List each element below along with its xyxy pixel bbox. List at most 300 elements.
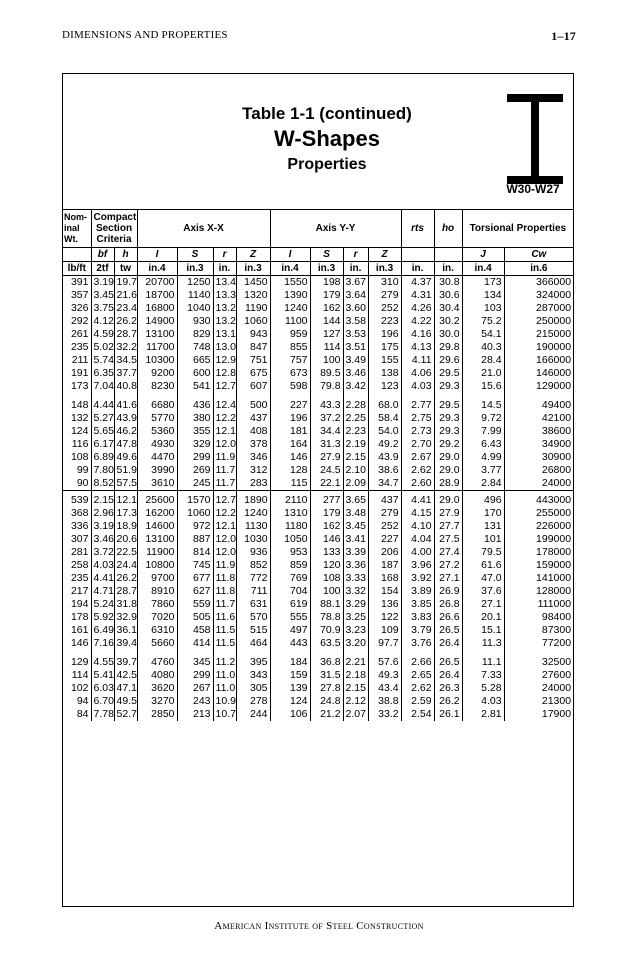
table-cell: 11.7 xyxy=(213,477,236,491)
table-cell: 953 xyxy=(270,546,310,559)
table-cell: 30.6 xyxy=(434,289,462,302)
table-cell: 155 xyxy=(368,354,401,367)
table-cell: 391 xyxy=(70,276,89,288)
table-cell: 47.8 xyxy=(114,438,137,451)
table-cell: 3.32 xyxy=(343,585,368,598)
table-cell: 1190 xyxy=(236,302,270,315)
symbol-header-cell xyxy=(401,248,434,262)
table-cell: 16800 xyxy=(137,302,177,315)
table-cell: 18.9 xyxy=(114,520,137,533)
table-cell: 26.6 xyxy=(434,611,462,624)
table-cell: 7.99 xyxy=(462,425,504,438)
table-cell: 3.23 xyxy=(343,624,368,637)
table-cell: 15.1 xyxy=(462,624,504,637)
table-row xyxy=(63,289,573,302)
table-cell: 38.8 xyxy=(368,695,401,708)
table-cell: 269 xyxy=(177,464,213,477)
unit-header-cell: lb/ft xyxy=(63,262,91,276)
table-row xyxy=(63,708,573,721)
table-cell: 2.75 xyxy=(401,412,434,425)
table-cell: 21300 xyxy=(504,695,573,708)
table-cell: 346 xyxy=(236,451,270,464)
table-cell: 2.62 xyxy=(401,682,434,695)
table-row xyxy=(63,315,573,328)
table-cell: 4470 xyxy=(137,451,177,464)
table-cell: 12.7 xyxy=(213,491,236,508)
table-cell: 32500 xyxy=(504,650,573,669)
table-cell: 148 xyxy=(70,399,89,411)
table-cell: 15.6 xyxy=(462,380,504,393)
table-cell: 673 xyxy=(270,367,310,380)
table-cell: 847 xyxy=(236,341,270,354)
table-cell: 49.2 xyxy=(368,438,401,451)
table-cell: 122 xyxy=(368,611,401,624)
table-cell: 2.62 xyxy=(401,464,434,477)
table-cell: 3.41 xyxy=(343,533,368,546)
table-cell: 136 xyxy=(368,598,401,611)
section-title: DIMENSIONS AND PROPERTIES xyxy=(62,29,228,41)
table-cell: 2.84 xyxy=(462,477,504,491)
table-cell: 146000 xyxy=(504,367,573,380)
table-cell: 2.15 xyxy=(91,491,114,508)
table-cell: 395 xyxy=(236,650,270,669)
table-cell: 146 xyxy=(270,451,310,464)
table-cell: 29.0 xyxy=(434,464,462,477)
table-cell: 366000 xyxy=(504,276,573,290)
table-cell: 1060 xyxy=(177,507,213,520)
table-cell: 887 xyxy=(177,533,213,546)
table-cell: 3.92 xyxy=(401,572,434,585)
table-cell: 299 xyxy=(177,451,213,464)
table-cell: 496 xyxy=(462,491,504,508)
table-cell: 58.4 xyxy=(368,412,401,425)
table-cell: 299 xyxy=(177,669,213,682)
symbol-header-row xyxy=(63,248,573,262)
table-cell: 26.5 xyxy=(434,624,462,637)
torsional-header: Torsional Properties xyxy=(462,210,573,248)
table-cell: 4.99 xyxy=(462,451,504,464)
table-cell: 42100 xyxy=(504,412,573,425)
table-cell: 3.46 xyxy=(91,533,114,546)
table-cell: 255000 xyxy=(504,507,573,520)
table-cell: 198 xyxy=(310,276,343,290)
table-cell: 277 xyxy=(310,491,343,508)
table-cell: 184 xyxy=(270,650,310,669)
table-cell: 555 xyxy=(270,611,310,624)
table-cell: 745 xyxy=(177,559,213,572)
table-title: W-Shapes xyxy=(274,126,380,151)
table-cell: 27.9 xyxy=(434,507,462,520)
table-row xyxy=(63,438,573,451)
table-cell: 11.7 xyxy=(213,464,236,477)
table-cell: 13.2 xyxy=(213,302,236,315)
table-cell: 539 xyxy=(63,491,91,508)
table-cell: 29.5 xyxy=(434,367,462,380)
table-cell: 10.9 xyxy=(213,695,236,708)
table-row xyxy=(63,624,573,637)
table-cell: 29.2 xyxy=(434,438,462,451)
unit-header-row xyxy=(63,262,573,276)
table-cell: 6.89 xyxy=(91,451,114,464)
table-cell: 98400 xyxy=(504,611,573,624)
table-cell: 27.8 xyxy=(310,682,343,695)
table-cell: 757 xyxy=(270,354,310,367)
table-cell: 12.7 xyxy=(213,380,236,393)
table-cell: 3.64 xyxy=(343,289,368,302)
table-cell: 31.3 xyxy=(310,438,343,451)
table-row xyxy=(63,546,573,559)
table-cell: 27.1 xyxy=(462,598,504,611)
nominal-wt-header: Nom-inal Wt. xyxy=(63,210,91,248)
table-cell: 4.03 xyxy=(462,695,504,708)
table-cell: 3.76 xyxy=(401,637,434,650)
unit-header-cell: in. xyxy=(401,262,434,276)
table-cell: 245 xyxy=(177,477,213,491)
table-cell: 26.9 xyxy=(434,585,462,598)
table-cell: 3270 xyxy=(137,695,177,708)
table-cell: 19.7 xyxy=(114,276,137,290)
table-cell: 443000 xyxy=(504,491,573,508)
table-row xyxy=(63,491,573,508)
table-row xyxy=(63,585,573,598)
table-cell: 17900 xyxy=(504,708,573,721)
table-cell: 37.7 xyxy=(114,367,137,380)
table-cell: 1570 xyxy=(177,491,213,508)
table-cell: 179 xyxy=(310,289,343,302)
table-cell: 3.96 xyxy=(401,559,434,572)
table-cell: 13100 xyxy=(137,328,177,341)
table-cell: 4760 xyxy=(137,650,177,669)
table-cell: 12.2 xyxy=(213,507,236,520)
table-row xyxy=(63,695,573,708)
table-cell: 54.1 xyxy=(462,328,504,341)
table-cell: 31.8 xyxy=(114,598,137,611)
table-row xyxy=(63,533,573,546)
rts-header: rts xyxy=(401,210,434,248)
table-cell: 3.45 xyxy=(91,289,114,302)
table-cell: 2.65 xyxy=(401,669,434,682)
table-cell: 226000 xyxy=(504,520,573,533)
table-cell: 11.9 xyxy=(213,559,236,572)
table-cell: 68.0 xyxy=(368,393,401,412)
table-cell: 12.0 xyxy=(213,438,236,451)
table-cell: 278 xyxy=(236,695,270,708)
table-cell: 11.7 xyxy=(213,598,236,611)
table-cell: 2.77 xyxy=(401,393,434,412)
table-subtitle: Properties xyxy=(287,156,367,173)
table-cell: 18700 xyxy=(137,289,177,302)
table-cell: 78.8 xyxy=(310,611,343,624)
table-cell: 27.1 xyxy=(434,572,462,585)
table-cell: 109 xyxy=(368,624,401,637)
table-cell: 168 xyxy=(368,572,401,585)
unit-header-cell: in. xyxy=(213,262,236,276)
table-cell: 443 xyxy=(270,637,310,650)
table-cell: 4.03 xyxy=(91,559,114,572)
properties-table xyxy=(63,209,573,721)
table-cell: 972 xyxy=(177,520,213,533)
table-cell: 408 xyxy=(236,425,270,438)
table-cell: 5.28 xyxy=(462,682,504,695)
table-cell: 2.81 xyxy=(462,708,504,721)
table-row xyxy=(63,507,573,520)
table-cell: 6.35 xyxy=(91,367,114,380)
table-cell: 414 xyxy=(177,637,213,650)
table-cell: 26.4 xyxy=(434,669,462,682)
table-cell: 3.39 xyxy=(343,546,368,559)
table-cell: 30.4 xyxy=(434,302,462,315)
table-cell: 123 xyxy=(368,380,401,393)
table-cell: 3.19 xyxy=(91,276,114,290)
table-cell: 261 xyxy=(70,328,89,340)
table-cell: 2.54 xyxy=(401,708,434,721)
table-cell: 3.89 xyxy=(401,585,434,598)
table-cell: 37.2 xyxy=(310,412,343,425)
table-cell: 305 xyxy=(236,682,270,695)
table-cell: 17.3 xyxy=(114,507,137,520)
table-cell: 829 xyxy=(177,328,213,341)
table-cell: 196 xyxy=(368,328,401,341)
table-cell: 380 xyxy=(177,412,213,425)
table-cell: 43.4 xyxy=(368,682,401,695)
table-cell: 378 xyxy=(236,438,270,451)
table-cell: 57.5 xyxy=(114,477,137,491)
table-cell: 178 xyxy=(70,611,89,623)
table-cell: 139 xyxy=(270,682,310,695)
table-cell: 30.0 xyxy=(434,328,462,341)
table-cell: 26.5 xyxy=(434,650,462,669)
table-cell: 42.5 xyxy=(114,669,137,682)
table-cell: 4.15 xyxy=(401,507,434,520)
table-cell: 3990 xyxy=(137,464,177,477)
table-cell: 206 xyxy=(368,546,401,559)
table-cell: 32.2 xyxy=(114,341,137,354)
table-cell: 24.4 xyxy=(114,559,137,572)
unit-header-cell: in.4 xyxy=(270,262,310,276)
table-cell: 128 xyxy=(270,464,310,477)
table-cell: 39.4 xyxy=(114,637,137,650)
table-cell: 26.1 xyxy=(434,708,462,721)
table-cell: 3620 xyxy=(137,682,177,695)
table-cell: 166000 xyxy=(504,354,573,367)
table-cell: 3.19 xyxy=(91,520,114,533)
unit-header-cell: in. xyxy=(434,262,462,276)
table-cell: 497 xyxy=(270,624,310,637)
table-cell: 357 xyxy=(70,289,89,301)
symbol-header-cell: S xyxy=(177,248,213,262)
table-row xyxy=(63,559,573,572)
table-cell: 111000 xyxy=(504,598,573,611)
table-cell: 2.28 xyxy=(343,393,368,412)
table-row xyxy=(63,412,573,425)
table-cell: 43.9 xyxy=(368,451,401,464)
table-cell: 6310 xyxy=(137,624,177,637)
table-cell: 2.70 xyxy=(401,438,434,451)
table-cell: 1320 xyxy=(236,289,270,302)
table-cell: 307 xyxy=(70,533,89,545)
table-cell: 355 xyxy=(177,425,213,438)
table-cell: 26.2 xyxy=(434,695,462,708)
table-cell: 2110 xyxy=(270,491,310,508)
table-cell: 8.52 xyxy=(91,477,114,491)
symbol-header-cell: Cw xyxy=(504,248,573,262)
table-cell: 312 xyxy=(236,464,270,477)
table-cell: 29.0 xyxy=(434,491,462,508)
table-cell: 131 xyxy=(462,520,504,533)
table-cell: 57.6 xyxy=(368,650,401,669)
table-cell: 70.9 xyxy=(310,624,343,637)
table-cell: 89.5 xyxy=(310,367,343,380)
table-cell: 2.96 xyxy=(91,507,114,520)
table-cell: 607 xyxy=(236,380,270,393)
table-cell: 3.42 xyxy=(343,380,368,393)
table-cell: 11.0 xyxy=(213,669,236,682)
table-cell: 852 xyxy=(236,559,270,572)
table-cell: 5.92 xyxy=(91,611,114,624)
table-cell: 36.1 xyxy=(114,624,137,637)
symbol-header-cell: r xyxy=(213,248,236,262)
table-cell: 11.2 xyxy=(213,650,236,669)
unit-header-cell: in.3 xyxy=(368,262,401,276)
table-cell: 11.3 xyxy=(462,637,504,650)
table-cell: 2.23 xyxy=(343,425,368,438)
table-cell: 32.9 xyxy=(114,611,137,624)
table-cell: 134 xyxy=(462,289,504,302)
table-cell: 665 xyxy=(177,354,213,367)
table-cell: 4.06 xyxy=(401,367,434,380)
table-cell: 244 xyxy=(236,708,270,721)
table-cell: 5.24 xyxy=(91,598,114,611)
table-cell: 14900 xyxy=(137,315,177,328)
table-cell: 37.6 xyxy=(462,585,504,598)
symbol-header-cell: h xyxy=(114,248,137,262)
table-row xyxy=(63,354,573,367)
table-cell: 52.7 xyxy=(114,708,137,721)
table-cell: 4.37 xyxy=(401,276,434,290)
table-cell: 20700 xyxy=(137,276,177,290)
unit-header-cell: in.6 xyxy=(504,262,573,276)
table-cell: 3.49 xyxy=(343,354,368,367)
table-cell: 13.4 xyxy=(213,276,236,290)
table-cell: 115 xyxy=(270,477,310,491)
table-cell: 14600 xyxy=(137,520,177,533)
table-cell: 11700 xyxy=(137,341,177,354)
table-cell: 3.20 xyxy=(343,637,368,650)
table-cell: 34.7 xyxy=(368,477,401,491)
table-cell: 4080 xyxy=(137,669,177,682)
table-row xyxy=(63,302,573,315)
table-cell: 97.7 xyxy=(368,637,401,650)
table-cell: 368 xyxy=(70,507,89,519)
table-cell: 4.41 xyxy=(91,572,114,585)
table-cell: 243 xyxy=(177,695,213,708)
table-cell: 4.10 xyxy=(401,520,434,533)
table-cell: 179 xyxy=(310,507,343,520)
table-cell: 235 xyxy=(70,572,89,584)
table-cell: 281 xyxy=(70,546,89,558)
table-cell: 711 xyxy=(236,585,270,598)
table-cell: 252 xyxy=(368,302,401,315)
table-cell: 103 xyxy=(462,302,504,315)
table-cell: 101 xyxy=(462,533,504,546)
table-cell: 343 xyxy=(236,669,270,682)
table-cell: 1240 xyxy=(270,302,310,315)
table-cell: 170 xyxy=(462,507,504,520)
table-cell: 25600 xyxy=(137,491,177,508)
table-cell: 11.5 xyxy=(213,637,236,650)
table-cell: 10800 xyxy=(137,559,177,572)
table-cell: 127 xyxy=(310,328,343,341)
table-cell: 437 xyxy=(236,412,270,425)
table-cell: 2.73 xyxy=(401,425,434,438)
table-caption: Table 1-1 (continued) xyxy=(242,104,412,123)
table-cell: 6.03 xyxy=(91,682,114,695)
table-cell: 46.2 xyxy=(114,425,137,438)
table-cell: 211 xyxy=(71,354,89,366)
table-cell: 1240 xyxy=(236,507,270,520)
symbol-header-cell xyxy=(434,248,462,262)
table-cell: 28.7 xyxy=(114,328,137,341)
table-cell: 2.66 xyxy=(401,650,434,669)
table-cell: 138 xyxy=(368,367,401,380)
table-cell: 10300 xyxy=(137,354,177,367)
table-cell: 12.1 xyxy=(213,520,236,533)
table-cell: 38.6 xyxy=(368,464,401,477)
table-cell: 7.04 xyxy=(91,380,114,393)
table-cell: 11.0 xyxy=(213,682,236,695)
table-cell: 515 xyxy=(236,624,270,637)
table-cell: 675 xyxy=(236,367,270,380)
table-cell: 4.44 xyxy=(91,393,114,412)
table-cell: 13.2 xyxy=(213,315,236,328)
table-cell: 144 xyxy=(310,315,343,328)
table-cell: 9.72 xyxy=(462,412,504,425)
table-cell: 3.75 xyxy=(91,302,114,315)
table-cell: 21.0 xyxy=(462,367,504,380)
table-cell: 6.70 xyxy=(91,695,114,708)
symbol-header-cell: J xyxy=(462,248,504,262)
table-cell: 4.26 xyxy=(401,302,434,315)
table-cell: 12.0 xyxy=(213,533,236,546)
table-cell: 769 xyxy=(270,572,310,585)
table-cell: 2.15 xyxy=(343,451,368,464)
table-cell: 191 xyxy=(70,367,89,379)
table-cell: 213 xyxy=(177,708,213,721)
table-cell: 36.8 xyxy=(310,650,343,669)
table-cell: 162 xyxy=(310,520,343,533)
table-cell: 100 xyxy=(310,354,343,367)
table-cell: 859 xyxy=(270,559,310,572)
table-cell: 7.78 xyxy=(91,708,114,721)
table-cell: 336 xyxy=(70,520,89,532)
table-cell: 94 xyxy=(76,695,89,707)
table-cell: 141000 xyxy=(504,572,573,585)
table-cell: 40.8 xyxy=(114,380,137,393)
table-cell: 178000 xyxy=(504,546,573,559)
table-cell: 108 xyxy=(310,572,343,585)
table-cell: 159 xyxy=(270,669,310,682)
table-cell: 677 xyxy=(177,572,213,585)
table-cell: 2.10 xyxy=(343,464,368,477)
table-cell: 40.3 xyxy=(462,341,504,354)
table-cell: 235 xyxy=(70,341,89,353)
table-cell: 49400 xyxy=(504,393,573,412)
table-cell: 3.53 xyxy=(343,328,368,341)
table-cell: 88.1 xyxy=(310,598,343,611)
table-cell: 106 xyxy=(270,708,310,721)
table-cell: 600 xyxy=(177,367,213,380)
table-cell: 11.5 xyxy=(213,624,236,637)
